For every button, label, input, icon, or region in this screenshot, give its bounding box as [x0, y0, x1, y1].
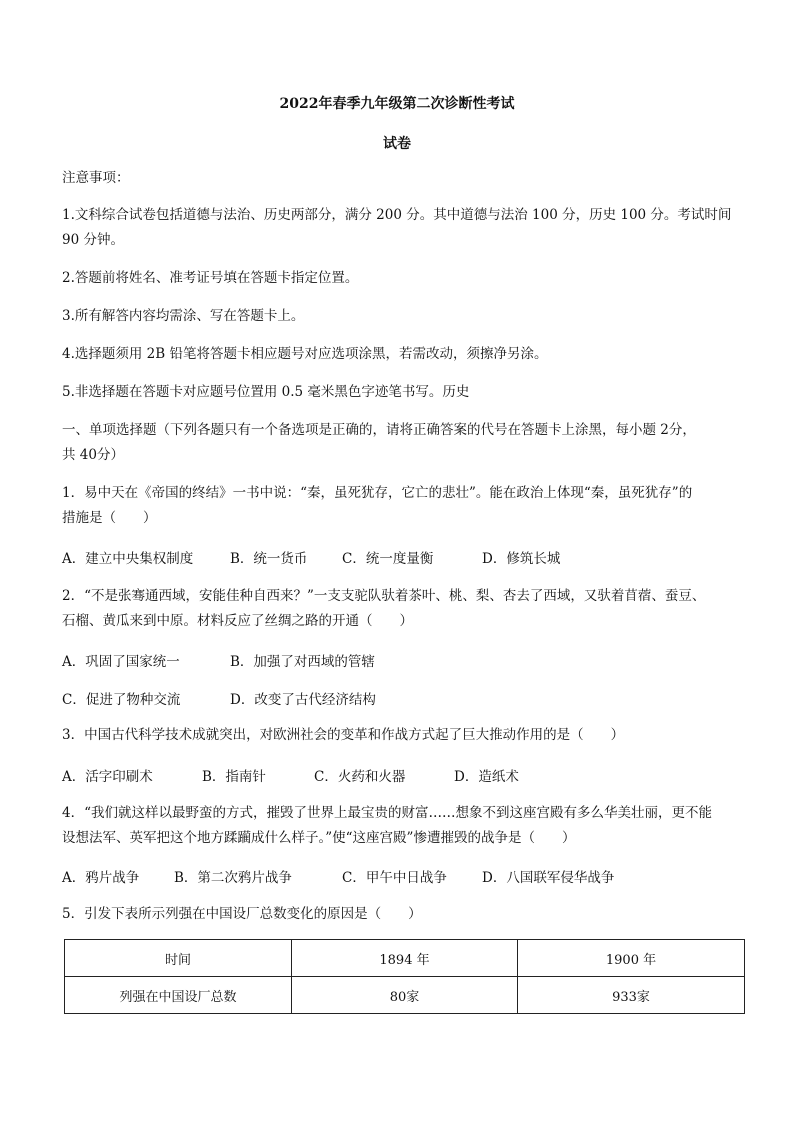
question-4-stem-cont: 设想法军、英军把这个地方蹂躏成什么样子。”使“这座宫殿”惨遭摧毁的战争是（ ）: [62, 830, 576, 846]
question-5-table: [64, 939, 745, 1014]
question-4-option-a: A．鸦片战争: [62, 870, 140, 886]
question-2-option-d: D．改变了古代经济结构: [230, 692, 376, 708]
notice-item-5: 5.非选择题在答题卡对应题号位置用 0.5 毫米黑色字迹笔书写。历史: [62, 384, 470, 400]
table-header-row: [65, 940, 745, 977]
question-3-option-d: D．造纸术: [454, 769, 519, 785]
question-2-stem: 2．“不是张骞通西域，安能佳种自西来？”一支支驼队驮着茶叶、桃、梨、杏去了西域，又驮着苜蓿、蚕豆、: [62, 588, 706, 604]
notice-item-3: 3.所有解答内容均需涂、写在答题卡上。: [62, 308, 305, 324]
question-4-option-d: D．八国联军侵华战争: [482, 870, 615, 886]
question-2-option-c: C．促进了物种交流: [62, 692, 181, 708]
table-header-cell: 时间: [65, 940, 292, 977]
question-1-option-a: A．建立中央集权制度: [62, 551, 194, 567]
table-cell: 80家: [292, 977, 518, 1014]
notice-item-2: 2.答题前将姓名、准考证号填在答题卡指定位置。: [62, 270, 359, 286]
exam-title: 2022年春季九年级第二次诊断性考试: [279, 96, 515, 112]
question-3-option-a: A．活字印刷术: [62, 769, 153, 785]
table-cell: 933家: [518, 977, 745, 1014]
table-header-cell: 1894 年: [292, 940, 518, 977]
question-1-stem: 1．易中天在《帝国的终结》一书中说：“秦，虽死犹存，它亡的悲壮”。能在政治上体现“秦，虽死犹存”的: [62, 485, 693, 501]
question-4-option-c: C．甲午中日战争: [342, 870, 447, 886]
question-1-stem-cont: 措施是（ ）: [62, 510, 157, 526]
question-5-stem: 5．引发下表所示列强在中国设厂总数变化的原因是（ ）: [62, 906, 422, 922]
exam-subtitle: 试卷: [383, 136, 411, 152]
question-4-option-b: B．第二次鸦片战争: [174, 870, 292, 886]
section-heading-cont: 共 40分）: [62, 447, 124, 463]
table-cell: 列强在中国设厂总数: [65, 977, 292, 1014]
question-1-option-c: C．统一度量衡: [342, 551, 434, 567]
notice-item-1: 1.文科综合试卷包括道德与法治、历史两部分，满分 200 分。其中道德与法治 100 分，历史 100 分。考试时间: [62, 207, 732, 223]
question-3-option-b: B．指南针: [202, 769, 266, 785]
table-header-cell: 1900 年: [518, 940, 745, 977]
notice-item-4: 4.选择题须用 2B 铅笔将答题卡相应题号对应选项涂黑，若需改动，须擦净另涂。: [62, 346, 548, 362]
notice-item-1-cont: 90 分钟。: [62, 232, 124, 248]
notice-heading: 注意事项：: [62, 170, 130, 186]
question-1-option-d: D．修筑长城: [482, 551, 561, 567]
question-4-stem: 4．“我们就这样以最野蛮的方式，摧毁了世界上最宝贵的财富……想象不到这座宫殿有多么华美壮丽，更不能: [62, 805, 712, 821]
table-row: [65, 977, 745, 1014]
question-2-option-b: B．加强了对西域的管辖: [230, 654, 375, 670]
section-heading: 一、单项选择题（下列各题只有一个备选项是正确的，请将正确答案的代号在答题卡上涂黑，每小题 2分，: [62, 422, 696, 438]
question-3-option-c: C．火药和火器: [314, 769, 406, 785]
question-1-option-b: B．统一货币: [230, 551, 308, 567]
question-3-stem: 3．中国古代科学技术成就突出，对欧洲社会的变革和作战方式起了巨大推动作用的是（ ）: [62, 727, 625, 743]
question-2-option-a: A．巩固了国家统一: [62, 654, 180, 670]
question-2-stem-cont: 石榴、黄瓜来到中原。材料反应了丝绸之路的开通（ ）: [62, 613, 413, 629]
